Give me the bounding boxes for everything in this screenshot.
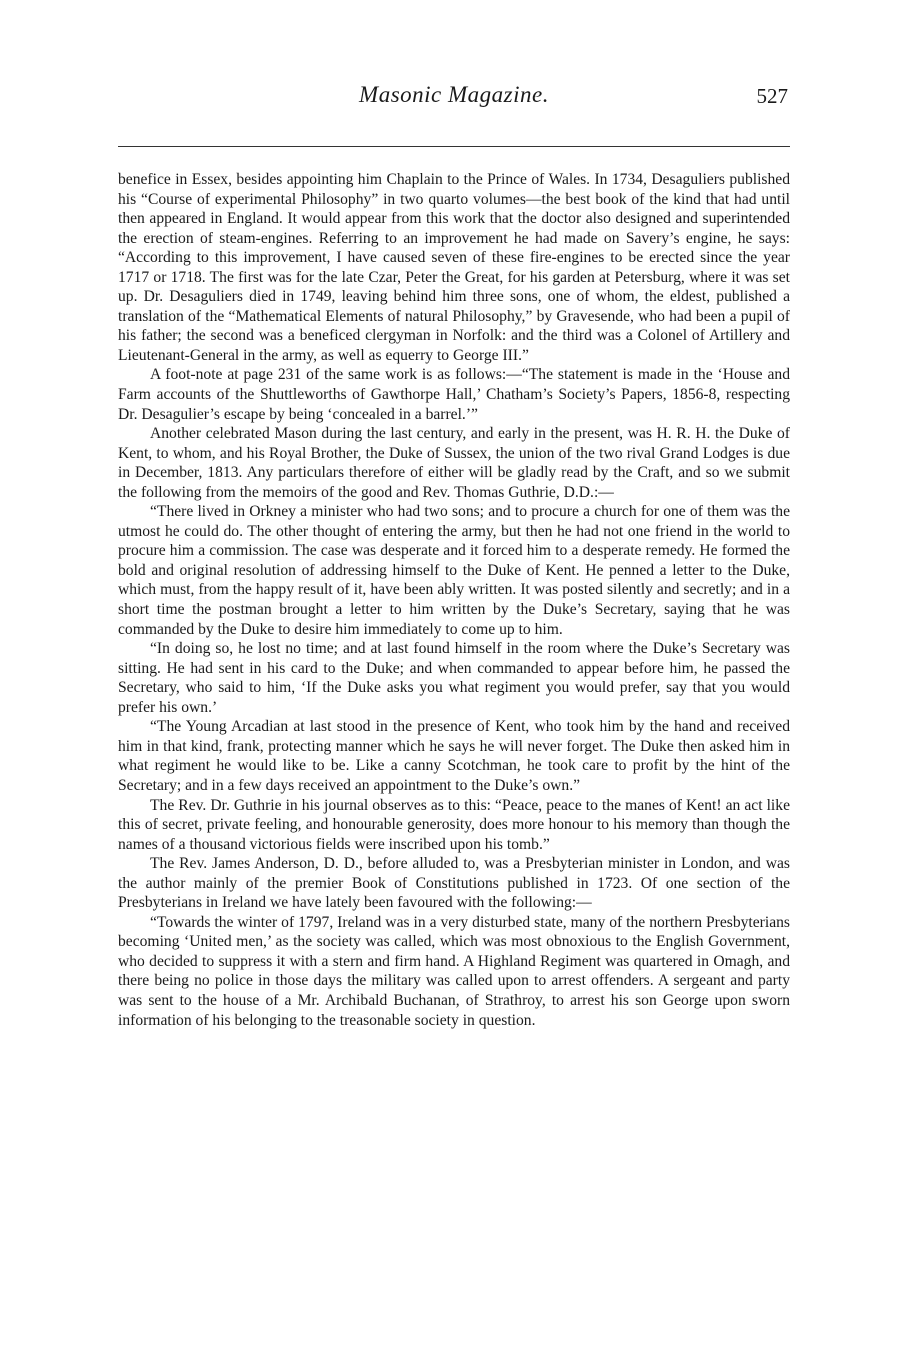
paragraph: “In doing so, he lost no time; and at last found himself in the room where the Duke’s Secretary was sitting. He had sent in his card to the Duke; and when commanded to appear before him, he passed the Secretary, who said to him, ‘If the Duke asks you what regiment you would prefer, say that you would prefer his own.’	[118, 640, 790, 716]
page-header	[118, 82, 790, 118]
paragraph: A foot-note at page 231 of the same work is as follows:—“The statement is made in the ‘House and Farm accounts of the Shuttleworths of Gawthorpe Hall,’ Chatham’s Society’s Papers, 1856-8, respecting Dr. Desagulier’s escape by being ‘concealed in a barrel.’”	[118, 366, 790, 423]
running-title: Masonic Magazine.	[359, 82, 549, 107]
paragraph: Another celebrated Mason during the last century, and early in the present, was H. R. H. the Duke of Kent, to whom, and his Royal Brother, the Duke of Sussex, the union of the two rival Grand Lodges is due in December, 1813. Any particulars therefore of either will be gladly read by the Craft, and so we submit the following from the memoirs of the good and Rev. Thomas Guthrie, D.D.:—	[118, 425, 790, 501]
header-rule	[118, 146, 790, 147]
paragraph: The Rev. Dr. Guthrie in his journal observes as to this: “Peace, peace to the manes of Kent! an act like this of secret, private feeling, and honourable generosity, does more honour to his memory than though the names of a thousand victorious fields were inscribed upon his tomb.”	[118, 796, 790, 853]
paragraph: “Towards the winter of 1797, Ireland was in a very disturbed state, many of the northern Presbyterians becoming ‘United men,’ as the society was called, which was most obnoxious to the English Government, who decided to suppress it with a stern and firm hand. A Highland Regiment was quartered in Omagh, and there being no police in those days the military was called upon to arrest offenders. A sergeant and party was sent to the house of a Mr. Archibald Buchanan, of Strathroy, to arrest his son George upon sworn information of his belonging to the treasonable society in question.	[118, 913, 790, 1029]
paragraph: The Rev. James Anderson, D. D., before alluded to, was a Presbyterian minister in London, and was the author mainly of the premier Book of Constitutions published in 1723. Of one section of the Presbyterians in Ireland we have lately been favoured with the following:—	[118, 855, 790, 912]
paragraph: “The Young Arcadian at last stood in the presence of Kent, who took him by the hand and received him in that kind, frank, protecting manner which he says he will never forget. The Duke then asked him in what regiment he would like to be. Like a canny Scotchman, he took care to profit by the hint of the Secretary; and in a few days received an appointment to the Duke’s own.”	[118, 718, 790, 794]
paragraph: “There lived in Orkney a minister who had two sons; and to procure a church for one of them was the utmost he could do. The other thought of entering the army, but then he had not one friend in the world to procure him a commission. The case was desperate and it forced him to a desperate remedy. He formed the bold and original resolution of addressing himself to the Duke of Kent. He penned a letter to the Duke, which must, from the happy result of it, have been ably written. It was posted silently and secretly; and in a short time the postman brought a letter to him written by the Duke’s Secretary, saying that he was commanded by the Duke to desire him immediately to come up to him.	[118, 503, 790, 638]
article-body	[118, 170, 790, 1030]
paragraph: benefice in Essex, besides appointing him Chaplain to the Prince of Wales. In 1734, Desaguliers published his “Course of experimental Philosophy” in two quarto volumes—the best book of the kind that had until then appeared in England. It would appear from this work that the doctor also designed and superintended the erection of steam-engines. Referring to an improvement he had made on Savery’s engine, he says: “According to this improvement, I have caused seven of these fire-engines to be erected since the year 1717 or 1718. The first was for the late Czar, Peter the Great, for his garden at Petersburg, where it was set up. Dr. Desaguliers died in 1749, leaving behind him three sons, one of whom, the eldest, published a translation of the “Mathematical Elements of natural Philosophy,” by Gravesende, who had been a pupil of his father; the second was a beneficed clergyman in Norfolk: and the third was a Colonel of Artillery and Lieutenant-General in the army, as well as equerry to George III.”	[118, 171, 790, 364]
page-number: 527	[756, 84, 788, 108]
